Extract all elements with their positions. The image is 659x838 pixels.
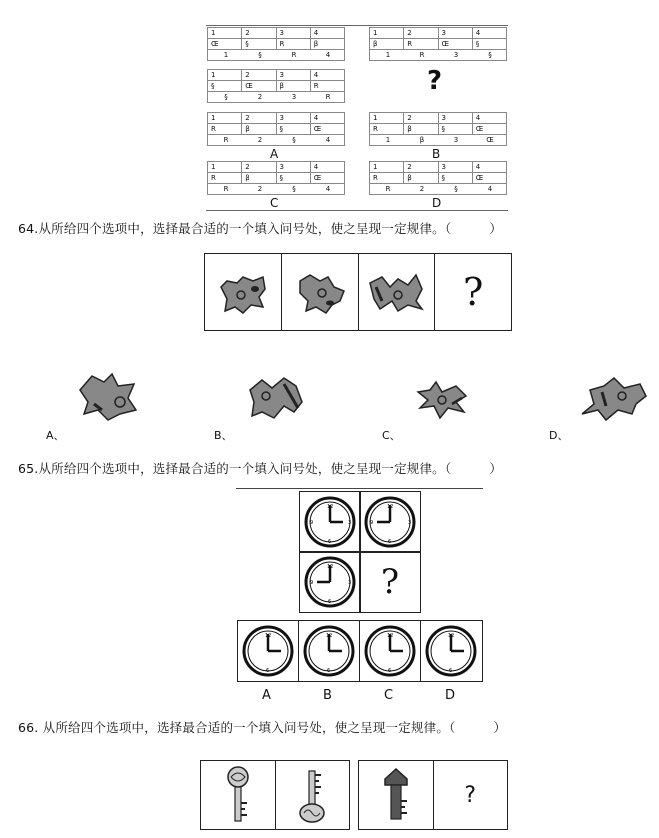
- svg-text:9: 9: [310, 520, 314, 526]
- option-a-grid: 1 2 3 4 R β § Œ R 2 § 4: [208, 113, 345, 146]
- question-65-text: 65.从所给四个选项中，选择最合适的一个填入问号处，使之呈现一定规律。（ ）: [18, 461, 503, 476]
- option-a-label-64: A、: [46, 429, 65, 442]
- svg-text:6: 6: [266, 668, 270, 674]
- option-a-label: A: [270, 147, 279, 161]
- svg-text:12: 12: [387, 504, 394, 510]
- q66-sequence-right: [358, 760, 508, 830]
- clock-icon: [241, 624, 295, 678]
- clock-option-d: [421, 621, 481, 681]
- option-a-shape: [74, 370, 142, 422]
- q64-sequence: [204, 253, 512, 331]
- grid-mid-left: 1 2 3 4 § Œ β R § 2 3 R: [208, 70, 345, 103]
- svg-text:6: 6: [388, 668, 392, 674]
- svg-text:6: 6: [328, 599, 332, 605]
- clock-label-a: A: [262, 688, 271, 703]
- question-mark-cell: ?: [464, 782, 477, 808]
- option-b-shape: [244, 372, 310, 424]
- clock-icon: [303, 495, 357, 549]
- option-b-grid: 1 2 3 4 R β § Œ 1 β 3 Œ: [370, 113, 507, 146]
- svg-text:3: 3: [348, 520, 352, 526]
- clock-label-c: C: [384, 688, 394, 703]
- svg-text:6: 6: [327, 668, 331, 674]
- option-b-label: B: [432, 147, 441, 161]
- question-66-text: 66. 从所给四个选项中，选择最合适的一个填入问号处，使之呈现一定规律。（ ）: [18, 720, 507, 735]
- svg-text:3: 3: [408, 520, 412, 526]
- clock-icon: [363, 495, 417, 549]
- clock-option-c: [360, 621, 421, 681]
- svg-text:3: 3: [348, 580, 352, 586]
- clock-icon: [303, 555, 357, 609]
- clock-icon: [363, 624, 417, 678]
- clock-icon: [424, 624, 478, 678]
- svg-text:6: 6: [388, 539, 392, 545]
- option-d-label-64: D、: [549, 429, 569, 442]
- svg-text:12: 12: [327, 564, 334, 570]
- svg-text:12: 12: [327, 504, 334, 510]
- option-b-label-64: B、: [214, 429, 233, 442]
- clock-label-d: D: [445, 688, 456, 703]
- svg-text:9: 9: [310, 580, 314, 586]
- divider-line: [236, 488, 483, 489]
- grid-top-right: 1 2 3 4 β R Œ § 1 R 3 §: [370, 28, 507, 61]
- svg-text:6: 6: [449, 668, 453, 674]
- question-mark-cell: ?: [359, 551, 421, 613]
- svg-text:9: 9: [370, 520, 374, 526]
- option-c-grid: 1 2 3 4 R β § Œ R 2 § 4: [208, 162, 345, 195]
- key-icon: [359, 761, 434, 829]
- option-c-label-64: C、: [382, 429, 401, 442]
- option-d-label: D: [432, 196, 442, 210]
- key-icon: [276, 761, 350, 829]
- option-c-shape: [412, 378, 472, 422]
- q66-sequence-left: [200, 760, 350, 830]
- clock-cell-1: [299, 491, 361, 553]
- svg-text:12: 12: [326, 633, 333, 639]
- question-mark-cell: ?: [462, 270, 484, 314]
- svg-text:12: 12: [387, 633, 394, 639]
- blob-shape-3: [359, 254, 436, 330]
- svg-text:12: 12: [448, 633, 455, 639]
- key-icon: [201, 761, 276, 829]
- option-c-label: C: [270, 196, 279, 210]
- blob-shape-1: [205, 254, 282, 330]
- question-64-text: 64.从所给四个选项中，选择最合适的一个填入问号处，使之呈现一定规律。（ ）: [18, 221, 503, 236]
- clock-icon: [302, 624, 356, 678]
- svg-text:12: 12: [265, 633, 272, 639]
- grid-top-left: 1 2 3 4 Œ § R β 1 § R 4: [208, 28, 345, 61]
- question-mark: ?: [427, 66, 443, 96]
- clock-cell-3: [299, 551, 361, 613]
- option-d-shape: [578, 374, 650, 424]
- option-d-grid: 1 2 3 4 R β § Œ R 2 § 4: [370, 162, 507, 195]
- clock-option-a: [238, 621, 299, 681]
- svg-text:6: 6: [328, 539, 332, 545]
- clock-option-b: [299, 621, 360, 681]
- clock-label-b: B: [323, 688, 332, 703]
- blob-shape-2: [282, 254, 359, 330]
- clock-cell-2: [359, 491, 421, 553]
